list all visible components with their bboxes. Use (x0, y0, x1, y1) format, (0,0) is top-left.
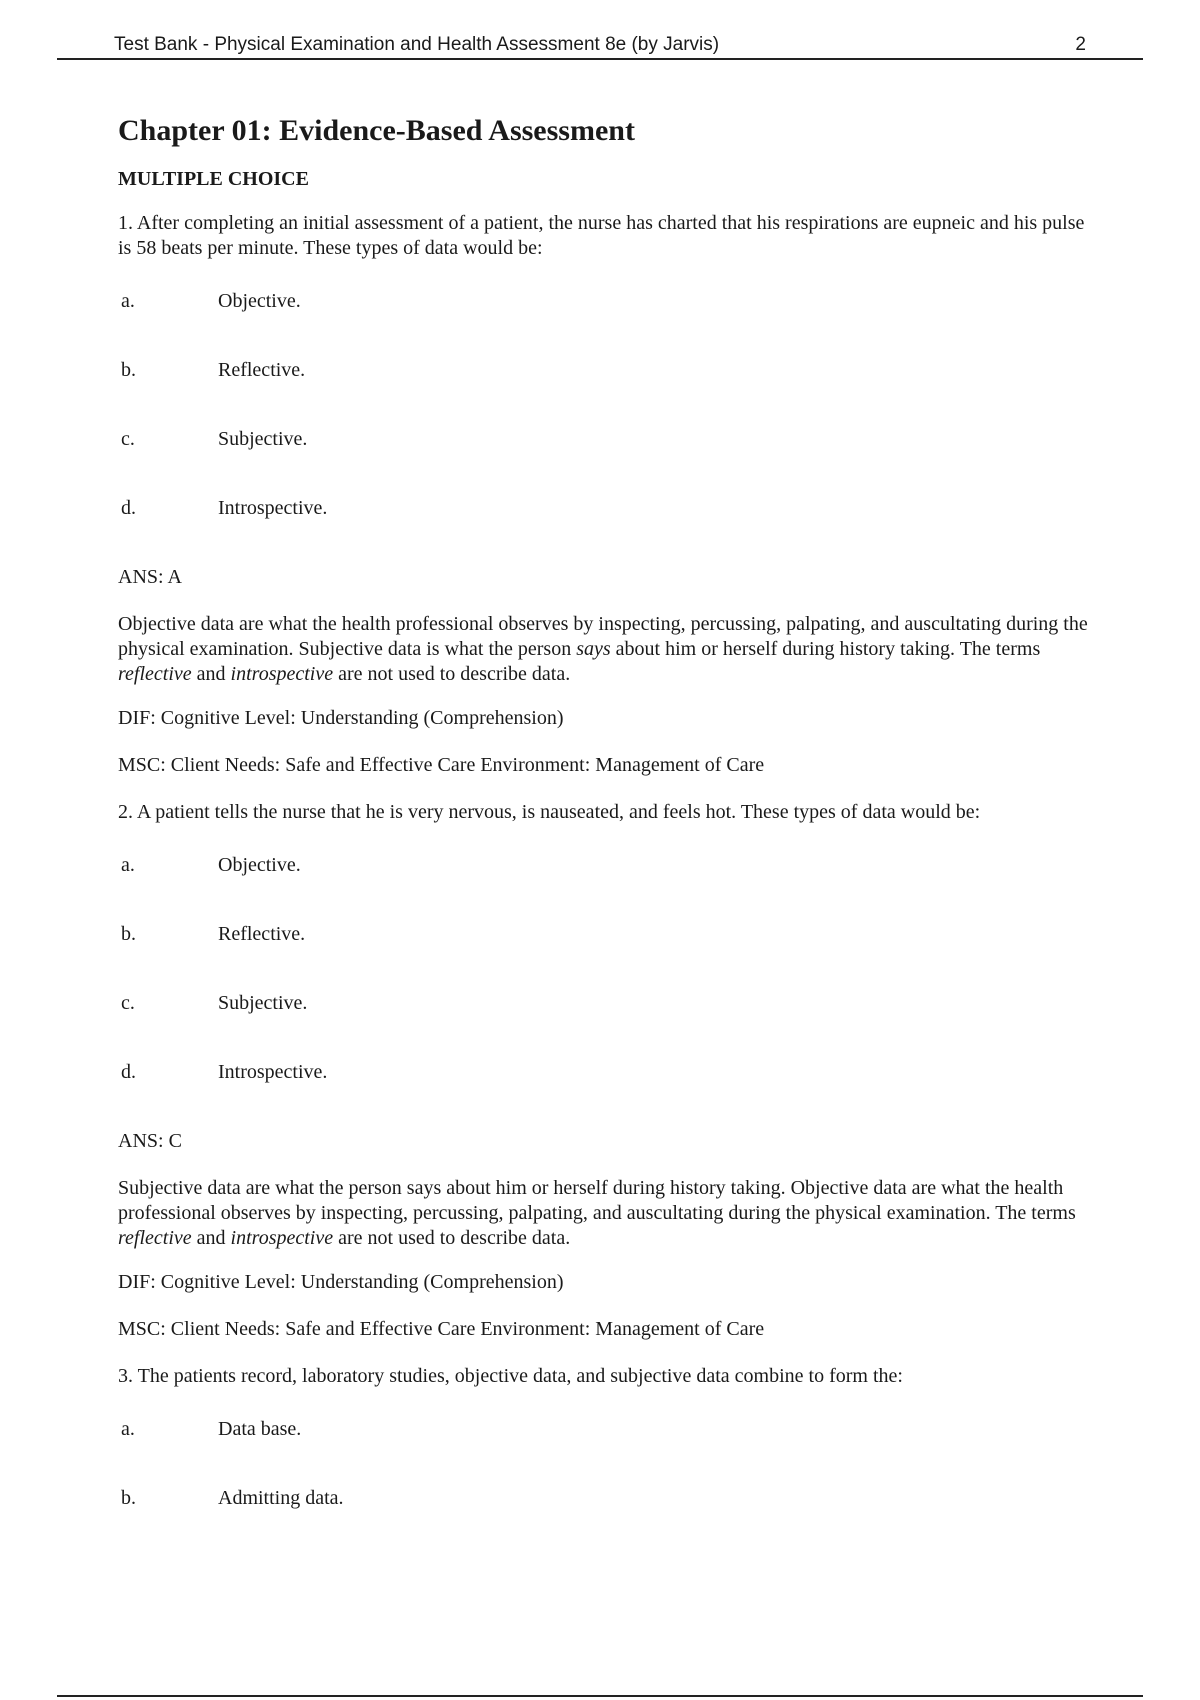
option-list (118, 289, 1098, 520)
option-letter: c. (121, 992, 135, 1014)
question-3 (118, 1364, 1098, 1510)
option-item (118, 427, 1098, 451)
rationale-emphasis: reflective (118, 663, 192, 685)
option-text: Data base. (218, 1418, 302, 1440)
option-letter: c. (121, 428, 135, 450)
option-item (118, 853, 1098, 877)
option-letter: a. (121, 1418, 135, 1440)
answer-key: ANS: A (118, 566, 182, 588)
footer-divider (57, 1695, 1143, 1697)
question-stem: 3. The patients record, laboratory studies, objective data, and subjective data combine to form the: (118, 1365, 903, 1387)
rationale-text: about him or herself during history taking. The terms (610, 638, 1041, 660)
option-item (118, 1486, 1098, 1510)
page-content (118, 111, 1098, 1555)
option-letter: a. (121, 290, 135, 312)
option-text: Introspective. (218, 497, 328, 519)
option-text: Subjective. (218, 992, 308, 1014)
option-text: Objective. (218, 290, 301, 312)
question-2 (118, 800, 1098, 1341)
section-title: MULTIPLE CHOICE (118, 168, 309, 190)
rationale-text: are not used to describe data. (333, 1227, 571, 1249)
option-text: Subjective. (218, 428, 308, 450)
header-title: Test Bank - Physical Examination and Health Assessment 8e (by Jarvis) (114, 34, 720, 55)
option-item (118, 922, 1098, 946)
option-item (118, 1417, 1098, 1441)
rationale-text: Subjective data are what the person says about him or herself during history taking. Objective data are what the health professional observes by inspecting, percussing, palpating, and auscultating during the physical examination. The terms (118, 1177, 1076, 1224)
rationale-emphasis: introspective (230, 663, 334, 685)
page-header (57, 34, 1143, 60)
rationale-text: are not used to describe data. (333, 663, 571, 685)
option-list (118, 853, 1098, 1084)
option-item (118, 358, 1098, 382)
option-text: Admitting data. (218, 1487, 344, 1509)
page-number: 2 (1075, 34, 1086, 55)
option-letter: a. (121, 854, 135, 876)
difficulty-level: DIF: Cognitive Level: Understanding (Comprehension) (118, 1271, 564, 1293)
option-letter: d. (121, 497, 136, 519)
option-item (118, 496, 1098, 520)
difficulty-level: DIF: Cognitive Level: Understanding (Comprehension) (118, 707, 564, 729)
rationale-text: and (191, 663, 231, 685)
option-text: Objective. (218, 854, 301, 876)
option-text: Reflective. (218, 359, 306, 381)
option-letter: b. (121, 359, 136, 381)
rationale-emphasis: reflective (118, 1227, 192, 1249)
rationale (118, 1176, 1098, 1251)
option-list (118, 1417, 1098, 1510)
answer-key: ANS: C (118, 1130, 182, 1152)
question-stem: 1. After completing an initial assessment of a patient, the nurse has charted that his respirations are eupneic and his pulse is 58 beats per minute. These types of data would be: (118, 212, 1085, 259)
option-item (118, 289, 1098, 313)
option-letter: b. (121, 923, 136, 945)
question-1 (118, 211, 1098, 777)
option-item (118, 991, 1098, 1015)
client-needs: MSC: Client Needs: Safe and Effective Care Environment: Management of Care (118, 754, 765, 776)
option-text: Reflective. (218, 923, 306, 945)
rationale-emphasis: says (576, 638, 611, 660)
chapter-title: Chapter 01: Evidence-Based Assessment (118, 114, 635, 147)
rationale-text: Objective data are what the health professional observes by inspecting, percussing, palpating, and auscultating during the physical examination. Subjective data is what the person (118, 613, 1088, 660)
option-text: Introspective. (218, 1061, 328, 1083)
rationale-text: and (191, 1227, 231, 1249)
rationale (118, 612, 1098, 687)
client-needs: MSC: Client Needs: Safe and Effective Care Environment: Management of Care (118, 1318, 765, 1340)
rationale-emphasis: introspective (230, 1227, 334, 1249)
option-item (118, 1060, 1098, 1084)
option-letter: d. (121, 1061, 136, 1083)
question-stem: 2. A patient tells the nurse that he is very nervous, is nauseated, and feels hot. These types of data would be: (118, 801, 981, 823)
option-letter: b. (121, 1487, 136, 1509)
